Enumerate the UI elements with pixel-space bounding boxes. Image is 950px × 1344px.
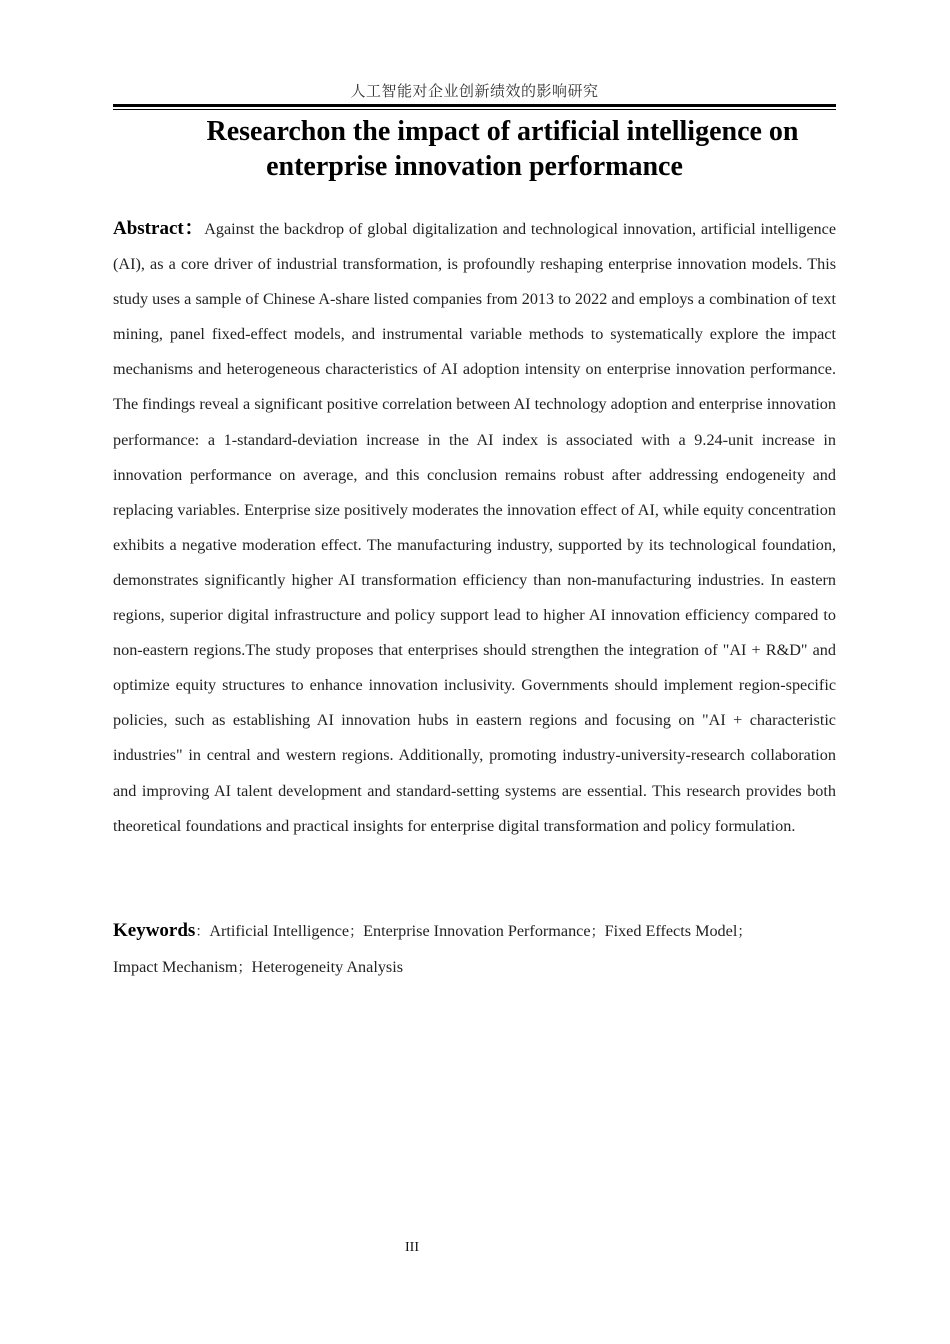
keyword-item: Artificial Intelligence bbox=[209, 922, 350, 940]
running-header: 人工智能对企业创新绩效的影响研究 bbox=[350, 82, 599, 100]
header-rule-thick bbox=[113, 104, 836, 107]
paper-title-line-2: enterprise innovation performance bbox=[266, 151, 683, 182]
keyword-item: Impact Mechanism bbox=[113, 958, 238, 976]
paper-title bbox=[113, 114, 836, 184]
keyword-separator: ； bbox=[349, 924, 364, 940]
keyword-item: Heterogeneity Analysis bbox=[251, 958, 404, 976]
keywords-section bbox=[113, 913, 836, 986]
keywords-label-colon: ： bbox=[195, 924, 210, 940]
abstract-section bbox=[113, 211, 836, 844]
paper-title-line-1: Researchon the impact of artificial intelligence on bbox=[206, 116, 799, 147]
abstract-body: Against the backdrop of global digitalization and technological innovation, artificial intelligence (AI), as a core driver of industrial transformation, is profoundly reshaping enterprise innovation models. This study uses a sample of Chinese A-share listed companies from 2013 to 2022 and employs a combination of text mining, panel fixed-effect models, and instrumental variable methods to systematically explore the impact mechanisms and heterogeneous characteristics of AI adoption intensity on enterprise innovation performance. The findings reveal a significant positive correlation between AI technology adoption and enterprise innovation performance: a 1-standard-deviation increase in the AI index is associated with a 9.24-unit increase in innovation performance on average, and this conclusion remains robust after addressing endogeneity and replacing variables. Enterprise size positively moderates the innovation effect of AI, while equity concentration exhibits a negative moderation effect. The manufacturing industry, supported by its technological foundation, demonstrates significantly higher AI transformation efficiency than non-manufacturing industries. In eastern regions, superior digital infrastructure and policy support lead to higher AI innovation efficiency compared to non-eastern regions.The study proposes that enterprises should strengthen the integration of "AI + R&D" and optimize equity structures to enhance innovation inclusivity. Governments should implement region-specific policies, such as establishing AI innovation hubs in eastern regions and focusing on "AI + characteristic industries" in central and western regions. Additionally, promoting industry-university-research collaboration and improving AI talent development and standard-setting systems are essential. This research provides both theoretical foundations and practical insights for enterprise digital transformation and policy formulation. bbox=[113, 220, 837, 835]
abstract-label: Abstract： bbox=[113, 218, 205, 239]
keyword-separator: ； bbox=[237, 960, 252, 976]
keyword-item: Enterprise Innovation Performance bbox=[363, 922, 591, 940]
keywords-line-2 bbox=[113, 950, 836, 986]
keywords-label: Keywords bbox=[113, 920, 196, 941]
keywords-line-1 bbox=[113, 913, 836, 950]
page-number: III bbox=[405, 1240, 419, 1255]
keyword-item: Fixed Effects Model bbox=[604, 922, 738, 940]
header-rule-thin bbox=[113, 109, 836, 110]
keyword-separator: ； bbox=[590, 924, 605, 940]
keyword-separator: ； bbox=[737, 924, 752, 940]
